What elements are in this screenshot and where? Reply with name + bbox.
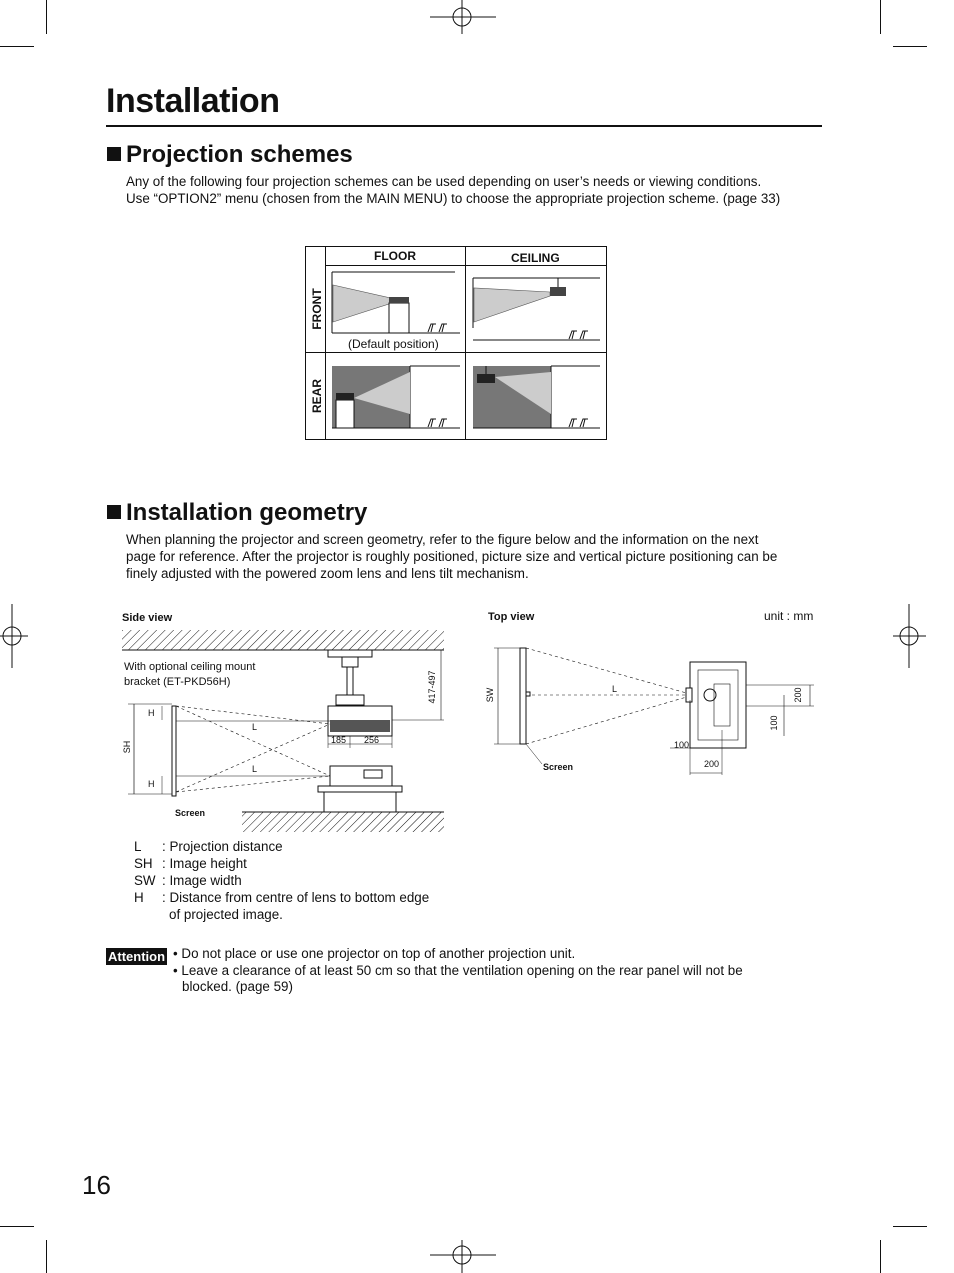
dim-200-right: 200 bbox=[793, 687, 803, 703]
side-screen-label: Screen bbox=[175, 808, 206, 818]
dim-100: 100 bbox=[674, 740, 690, 750]
label-sh: SH bbox=[122, 740, 132, 754]
square-bullet-icon bbox=[107, 147, 121, 161]
geometry-intro: When planning the projector and screen geometry, refer to the figure below and the information on the next page for reference. After the projector is roughly positioned, picture size and vertical picture positioning can be finely adjusted with the powered zoom lens and lens tilt mechanism. bbox=[126, 532, 778, 581]
label-l-top: L bbox=[252, 722, 258, 732]
geometry-legend bbox=[134, 838, 464, 923]
top-label-l: L bbox=[612, 684, 618, 694]
rear-floor-scheme bbox=[332, 366, 460, 428]
section-heading-geometry: Installation geometry bbox=[107, 499, 367, 527]
legend-row: L : Projection distance bbox=[134, 839, 283, 854]
legend-row: of projected image. bbox=[169, 907, 283, 922]
label-h-bottom: H bbox=[148, 779, 155, 789]
label-l-bottom: L bbox=[252, 764, 258, 774]
dim-200: 200 bbox=[704, 759, 720, 769]
front-ceiling-scheme bbox=[473, 278, 600, 340]
top-screen-label: Screen bbox=[543, 762, 574, 772]
side-view-title: Side view bbox=[122, 612, 173, 624]
legend-row: SW : Image width bbox=[134, 873, 242, 888]
front-floor-scheme bbox=[332, 272, 460, 333]
legend-row: H : Distance from centre of lens to bottom edge bbox=[134, 890, 430, 905]
row-rear-label: REAR bbox=[310, 379, 324, 414]
side-view-diagram bbox=[118, 626, 450, 840]
projection-scheme-table bbox=[300, 242, 612, 444]
dim-100-right: 100 bbox=[769, 715, 779, 731]
default-position-note: (Default position) bbox=[348, 337, 439, 351]
col-ceiling-label: CEILING bbox=[511, 251, 560, 265]
attention-badge: Attention bbox=[108, 949, 166, 964]
dim-185: 185 bbox=[331, 735, 347, 745]
dim-417-497: 417-497 bbox=[427, 670, 437, 704]
top-view-title: Top view bbox=[488, 611, 535, 623]
label-h-top: H bbox=[148, 708, 155, 718]
unit-label: unit : mm bbox=[764, 609, 814, 623]
row-front-label: FRONT bbox=[310, 288, 324, 330]
dim-256: 256 bbox=[364, 735, 380, 745]
page-number: 16 bbox=[82, 1170, 111, 1200]
square-bullet-icon bbox=[107, 505, 121, 519]
legend-row: SH : Image height bbox=[134, 856, 247, 871]
top-view-diagram bbox=[484, 640, 824, 780]
attention-list: • Do not place or use one projector on top of another projection unit. • Leave a clearance of at least 50 cm so that the ventilation opening on the rear panel will not be blocked. (page 59) bbox=[173, 946, 743, 994]
bracket-note: With optional ceiling mount bracket (ET-PKD56H) bbox=[124, 661, 256, 688]
rear-ceiling-scheme bbox=[473, 366, 600, 428]
title-rule bbox=[106, 125, 822, 127]
page-title: Installation bbox=[106, 82, 280, 120]
projection-intro: Any of the following four projection schemes can be used depending on user’s needs or viewing conditions. Use “OPTION2” menu (chosen from the MAIN MENU) to choose the appropriate projection scheme. (page 33) bbox=[126, 174, 781, 206]
col-floor-label: FLOOR bbox=[374, 249, 416, 263]
label-sw: SW bbox=[485, 687, 495, 703]
section-heading-projection: Projection schemes bbox=[107, 141, 353, 169]
